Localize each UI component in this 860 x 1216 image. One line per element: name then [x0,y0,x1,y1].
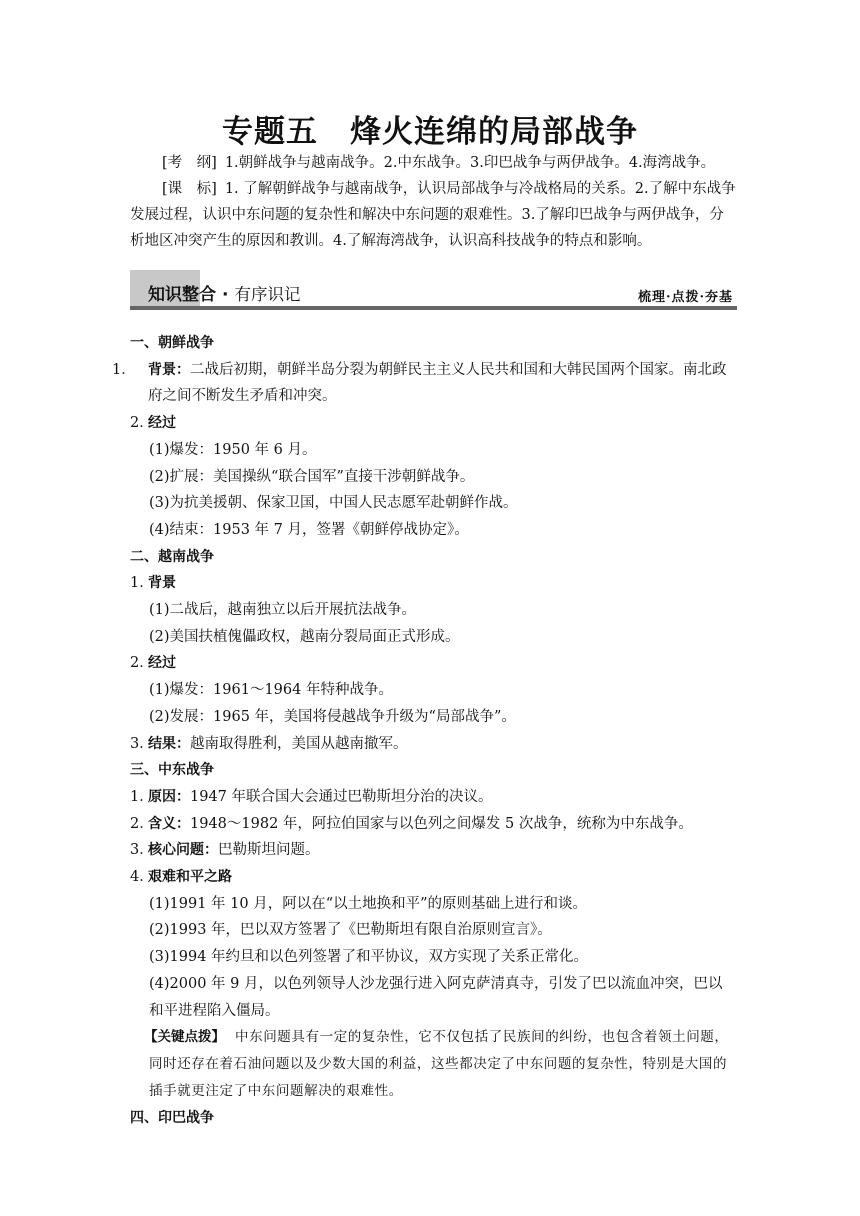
item-number: 4． [130,869,154,886]
middle-east-cause [130,784,736,811]
middle-east-meaning [130,811,736,838]
middle-east-peace-road [130,864,736,891]
item-number: 3． [130,735,154,752]
korean-war-background [112,357,736,410]
list-item: (4)2000 年 9 月，以色列领导人沙龙强行进入阿克萨清真寺，引发了巴以流血冲突，巴以和平进程陷入僵局。 [149,975,723,1019]
vietnam-war-result [130,731,736,758]
list-item: (1)1991 年 10 月，阿以在“以土地换和平”的原则基础上进行和谈。 [149,895,588,912]
exam-outline [162,150,742,176]
list-item: (4)结束：1953 年 7 月，签署《朝鲜停战协定》。 [149,521,469,538]
curriculum-standard [130,176,736,254]
key-point-text: 中东问题具有一定的复杂性，它不仅包括了民族间的纠纷，也包含着领土问题，同时还存在着石油问题以及少数大国的利益，这些都决定了中东问题的复杂性，特别是大国的插手就更注定了中东问题解决的艰难性。 [149,1029,729,1100]
section-heading-korean-war: 一、朝鲜战争 [130,335,214,351]
exam-outline-tag: [考 纲] [162,155,217,171]
item-label: 背景 [148,575,176,592]
item-number: 2． [130,415,154,432]
item-label: 原因： [148,788,190,805]
vietnam-war-background [130,570,736,597]
item-number: 3． [130,842,154,859]
vietnam-war-course [130,650,736,677]
item-number: 1． [130,575,154,592]
banner-tagline: 梳理·点拨·夯基 [637,290,733,305]
list-item: (3)1994 年约旦和以色列签署了和平协议，双方实现了关系正常化。 [149,949,589,966]
key-point-label: 【关键点拨】 [144,1029,225,1046]
item-label: 经过 [148,415,176,432]
item-text: 巴勒斯坦问题。 [218,842,320,859]
item-number: 1． [130,788,154,805]
item-number: 1． [112,361,136,378]
list-item: (1)爆发：1961～1964 年特种战争。 [149,682,393,699]
korean-war-course [130,410,736,437]
item-label: 含义： [148,815,190,832]
banner-dot: · [222,285,229,305]
page-title: 专题五 烽火连绵的局部战争 [222,114,638,150]
item-label: 背景： [148,361,190,378]
banner-title-main: 知识整合 [148,285,216,305]
item-label: 结果： [148,735,190,752]
list-item: (1)二战后，越南独立以后开展抗法战争。 [149,602,417,619]
banner-subtitle: 有序识记 [234,285,301,304]
item-number: 2． [130,655,154,672]
item-text: 越南取得胜利，美国从越南撤军。 [190,735,408,752]
curriculum-standard-tag: [课 标] [162,181,217,197]
section-banner [130,270,737,310]
list-item: (1)爆发：1950 年 6 月。 [149,441,317,458]
banner-title [148,280,300,305]
item-text: 1948～1982 年，阿拉伯国家与以色列之间爆发 5 次战争，统称为中东战争。 [190,815,693,832]
item-label: 艰难和平之路 [148,869,232,886]
list-item: (2)1993 年，巴以双方签署了《巴勒斯坦有限自治原则宣言》。 [149,922,552,939]
exam-outline-text: 1.朝鲜战争与越南战争。2.中东战争。3.印巴战争与两伊战争。4.海湾战争。 [224,155,716,171]
item-label: 核心问题： [148,842,218,859]
banner-rule [130,306,737,310]
section-heading-vietnam-war: 二、越南战争 [130,548,214,565]
curriculum-standard-text: 1. 了解朝鲜战争与越南战争，认识局部战争与冷战格局的关系。2.了解中东战争发展过程，认识中东问题的复杂性和解决中东问题的艰难性。3.了解印巴战争与两伊战争，分析地区冲突产生的原因和教训。4.了解海湾战争，认识高科技战争的特点和影响。 [130,181,736,249]
item-text: 1947 年联合国大会通过巴勒斯坦分治的决议。 [190,788,493,805]
list-item: (2)美国扶植傀儡政权，越南分裂局面正式形成。 [149,628,460,645]
item-text: 二战后初期，朝鲜半岛分裂为朝鲜民主主义人民共和国和大韩民国两个国家。南北政府之间不断发生矛盾和冲突。 [148,361,727,405]
list-item: (2)扩展：美国操纵“联合国军”直接干涉朝鲜战争。 [149,468,475,485]
item-label: 经过 [148,655,176,672]
section-heading-india-pakistan-war: 四、印巴战争 [130,1110,214,1127]
item-number: 2． [130,815,154,832]
middle-east-core-issue [130,837,736,864]
key-point-note [130,1024,736,1105]
list-item: (3)为抗美援朝、保家卫国，中国人民志愿军赴朝鲜作战。 [149,495,518,512]
section-heading-middle-east-war: 三、中东战争 [130,762,214,779]
list-item: (2)发展：1965 年，美国将侵越战争升级为“局部战争”。 [149,708,516,725]
content-body [112,330,736,1132]
